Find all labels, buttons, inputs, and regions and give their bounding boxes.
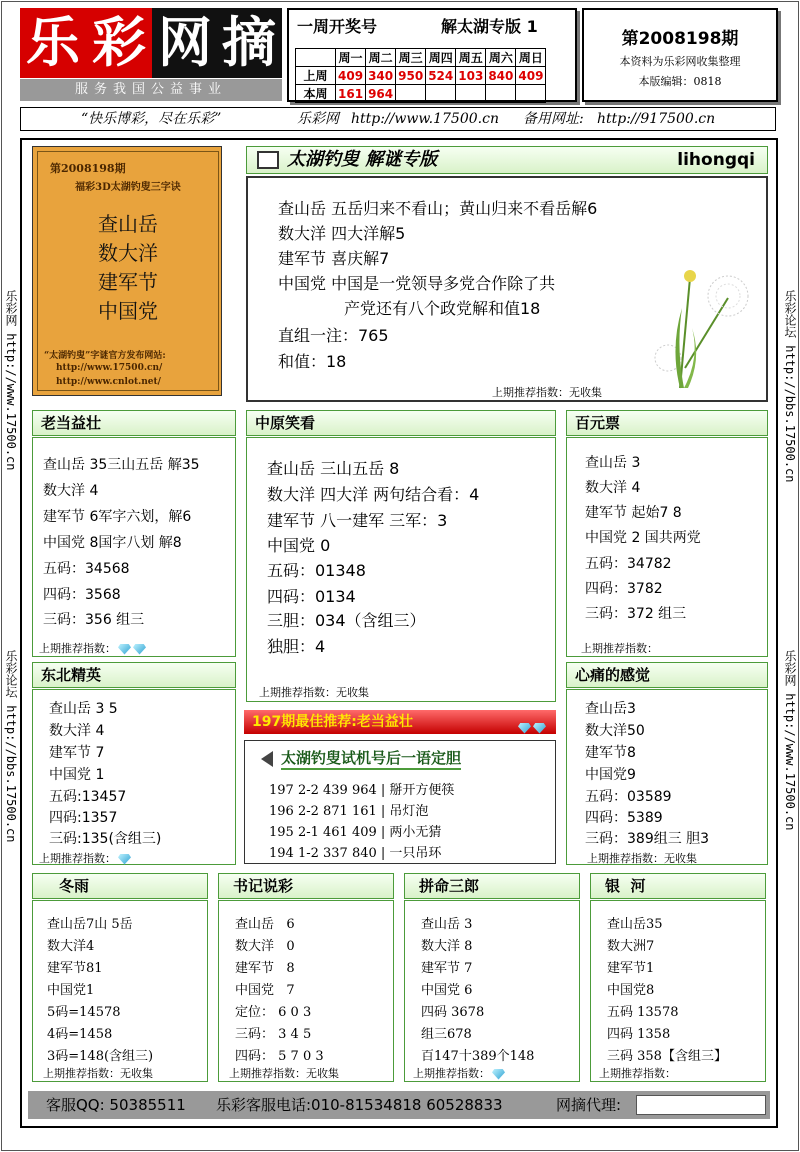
draw-value: 950 bbox=[396, 67, 426, 85]
day-header: 周一 bbox=[336, 49, 366, 67]
list-item: 四码 1358 bbox=[607, 1027, 671, 1042]
list-item: 三码： 3 4 5 bbox=[235, 1027, 312, 1042]
list-item: 数大洋 8 bbox=[421, 939, 473, 954]
list-item: 三码:135(含组三) bbox=[49, 831, 162, 847]
service-phone: 乐彩客服电话:010-81534818 60528833 bbox=[216, 1096, 503, 1114]
main-line: 产党还有八个政党解和值18 bbox=[344, 299, 541, 318]
section-header-laodang: 老当益壮 bbox=[32, 410, 236, 436]
list-item: 中国党 6 bbox=[421, 983, 473, 998]
list-item: 查山岳3 bbox=[585, 701, 636, 717]
poster-note: “太湖钓叟”字谜官方发布网站: bbox=[44, 351, 166, 361]
alt-url-label: 备用网址: bbox=[523, 111, 584, 127]
main-panel-body bbox=[246, 176, 768, 402]
logo-char-3: 网 bbox=[152, 8, 218, 78]
poster-url-1[interactable]: http://www.17500.cn/ bbox=[56, 363, 163, 373]
motto: “快乐博彩，尽在乐彩” bbox=[81, 111, 222, 127]
list-item: 定位： 6 0 3 bbox=[235, 1005, 312, 1020]
best-recommend-text: 197期最佳推荐:老当益壮 bbox=[252, 714, 413, 730]
side-text-left-bottom: 乐彩论坛 http://bbs.17500.cn bbox=[4, 650, 18, 843]
agent-label: 网摘代理: bbox=[556, 1096, 622, 1114]
list-item: 四码：5389 bbox=[585, 810, 663, 826]
section-pinming bbox=[404, 900, 580, 1082]
side-text-right-top: 乐彩论坛 http://bbs.17500.cn bbox=[783, 290, 797, 483]
list-item: 数大洲7 bbox=[607, 939, 655, 954]
diamond-icon bbox=[492, 1069, 505, 1080]
section-header-pinming: 拼命三郎 bbox=[404, 873, 580, 899]
table-row bbox=[296, 85, 546, 103]
list-item: 组三678 bbox=[421, 1027, 472, 1042]
riddle-poster bbox=[32, 146, 222, 396]
day-header: 周二 bbox=[366, 49, 396, 67]
poster-line: 建军节 bbox=[98, 270, 158, 294]
list-item: 中国党9 bbox=[585, 767, 636, 783]
poster-line: 查山岳 bbox=[98, 212, 158, 236]
panel-footer: 上期推荐指数： bbox=[599, 1067, 676, 1080]
diamond-icon bbox=[518, 723, 531, 734]
logo-char-2: 彩 bbox=[86, 8, 152, 78]
draw-value bbox=[426, 85, 456, 103]
row-label: 本周 bbox=[296, 85, 336, 103]
main-line: 查山岳 五岳归来不看山；黄山归来不看岳解6 bbox=[278, 199, 598, 218]
service-qq: 客服QQ: 50385511 bbox=[46, 1096, 186, 1114]
section-laodang bbox=[32, 437, 236, 657]
side-text-left-top: 乐彩网 http://www.17500.cn bbox=[4, 290, 18, 471]
weekly-draw-box bbox=[287, 8, 577, 102]
panel-footer: 上期推荐指数： bbox=[581, 642, 658, 655]
list-item: 查山岳 3 bbox=[585, 455, 641, 471]
list-item: 查山岳 3 5 bbox=[49, 701, 118, 717]
panel-footer: 上期推荐指数： bbox=[39, 850, 131, 866]
list-item: 查山岳 3 bbox=[421, 917, 473, 932]
panel-footer: 上期推荐指数：无收集 bbox=[229, 1067, 339, 1080]
draw-value bbox=[396, 85, 426, 103]
list-item: 查山岳35 bbox=[607, 917, 663, 932]
diamond-icon bbox=[118, 644, 131, 655]
main-line: 建军节 喜庆解7 bbox=[278, 249, 390, 268]
row-label: 上周 bbox=[296, 67, 336, 85]
panel-footer: 上期推荐指数：无收集 bbox=[492, 386, 602, 399]
list-item: 数大洋50 bbox=[585, 723, 645, 739]
draw-value: 409 bbox=[516, 67, 546, 85]
issue-title: 第2008198期 bbox=[621, 29, 739, 49]
list-item: 三码：372 组三 bbox=[585, 606, 687, 622]
draw-table bbox=[295, 48, 546, 103]
main-line: 直组一注：765 bbox=[278, 326, 389, 345]
draw-value: 964 bbox=[366, 85, 396, 103]
day-header: 周三 bbox=[396, 49, 426, 67]
list-item: 查山岳 三山五岳 8 bbox=[267, 459, 400, 478]
list-item: 三码：389组三 胆3 bbox=[585, 831, 710, 847]
table-row: 194 1-2 337 840 | 一只吊环 bbox=[269, 846, 442, 861]
list-item: 五码 13578 bbox=[607, 1005, 679, 1020]
side-text-right-bottom: 乐彩网 http://www.17500.cn bbox=[783, 650, 797, 831]
draw-value bbox=[456, 85, 486, 103]
list-item: 中国党1 bbox=[47, 983, 95, 998]
list-item: 建军节 起始7 8 bbox=[585, 505, 682, 521]
site-url[interactable]: http://www.17500.cn bbox=[351, 111, 499, 127]
day-header: 周五 bbox=[456, 49, 486, 67]
list-item: 五码：34568 bbox=[43, 561, 130, 577]
speaker-icon bbox=[261, 751, 273, 767]
list-item: 三码 358【含组三】 bbox=[607, 1049, 727, 1064]
table-row: 197 2-2 439 964 | 掰开方便筷 bbox=[269, 783, 455, 798]
list-item: 三码：356 组三 bbox=[43, 612, 145, 628]
issue-note: 本资料为乐彩网收集整理 bbox=[619, 55, 741, 68]
main-panel-header bbox=[246, 146, 768, 174]
list-item: 中国党 7 bbox=[235, 983, 295, 998]
panel-footer: 上期推荐指数： bbox=[39, 640, 146, 656]
draw-value: 103 bbox=[456, 67, 486, 85]
table-row: 195 2-1 461 409 | 两小无猜 bbox=[269, 825, 442, 840]
main-line: 中国党 中国是一党领导多党合作除了共 bbox=[278, 274, 556, 293]
list-item: 查山岳7山 5岳 bbox=[47, 917, 133, 932]
list-item: 五码：01348 bbox=[267, 561, 366, 580]
edition-title: 解太湖专版 1 bbox=[441, 17, 538, 36]
list-item: 数大洋 4 bbox=[43, 483, 99, 499]
list-item: 建军节 6军字六划，解6 bbox=[43, 509, 192, 525]
section-zhongyuan bbox=[246, 437, 556, 702]
scroll-icon bbox=[257, 151, 279, 169]
panel-footer: 上期推荐指数： bbox=[413, 1065, 505, 1081]
section-xintong bbox=[566, 689, 768, 865]
main-line: 数大洋 四大洋解5 bbox=[278, 224, 406, 243]
list-item: 建军节 八一建军 三军：3 bbox=[267, 511, 448, 530]
section-header-dongbei: 东北精英 bbox=[32, 662, 236, 688]
list-item: 4码=1458 bbox=[47, 1027, 113, 1042]
logo-char-1: 乐 bbox=[20, 8, 86, 78]
list-item: 中国党 1 bbox=[49, 767, 105, 783]
section-dongbei bbox=[32, 689, 236, 865]
list-item: 数大洋4 bbox=[47, 939, 95, 954]
list-item: 四码:1357 bbox=[49, 810, 118, 826]
draw-value bbox=[486, 85, 516, 103]
list-item: 五码：03589 bbox=[585, 789, 672, 805]
section-header-yinhe: 银 河 bbox=[590, 873, 766, 899]
diamond-icon bbox=[533, 723, 546, 734]
list-item: 建军节 8 bbox=[235, 961, 295, 976]
list-item: 数大洋 四大洋 两句结合看：4 bbox=[267, 485, 480, 504]
poster-line: 中国党 bbox=[98, 299, 158, 323]
poster-issue: 第2008198期 bbox=[50, 162, 126, 175]
draw-value: 524 bbox=[426, 67, 456, 85]
list-item: 四码：3782 bbox=[585, 581, 663, 597]
table-row bbox=[296, 67, 546, 85]
diamond-icon bbox=[118, 854, 131, 865]
draw-value: 340 bbox=[366, 67, 396, 85]
poster-url-2[interactable]: http://www.cnlot.net/ bbox=[56, 377, 161, 387]
trial-panel bbox=[244, 740, 556, 864]
list-item: 四码 3678 bbox=[421, 1005, 485, 1020]
list-item: 中国党 0 bbox=[267, 536, 331, 555]
draw-value: 409 bbox=[336, 67, 366, 85]
url-bar bbox=[20, 107, 776, 131]
list-item: 中国党 2 国共两党 bbox=[585, 530, 701, 546]
list-item: 建军节81 bbox=[47, 961, 103, 976]
day-header: 周六 bbox=[486, 49, 516, 67]
section-header-xintong: 心痛的感觉 bbox=[566, 662, 768, 688]
section-header-dongyu: 冬雨 bbox=[32, 873, 208, 899]
list-item: 查山岳 6 bbox=[235, 917, 295, 932]
weekly-draw-title: 一周开奖号 bbox=[297, 17, 378, 36]
table-row: 196 2-2 871 161 | 吊灯泡 bbox=[269, 804, 429, 819]
list-item: 数大洋 4 bbox=[585, 480, 641, 496]
section-shuji bbox=[218, 900, 394, 1082]
list-item: 五码:13457 bbox=[49, 789, 127, 805]
list-item: 建军节8 bbox=[585, 745, 636, 761]
list-item: 四码：0134 bbox=[267, 587, 356, 606]
list-item: 三胆：034（含组三） bbox=[267, 611, 426, 630]
section-yinhe bbox=[590, 900, 766, 1082]
section-dongyu bbox=[32, 900, 208, 1082]
day-header: 周四 bbox=[426, 49, 456, 67]
section-header-zhongyuan: 中原笑看 bbox=[246, 410, 556, 436]
section-baiyuan bbox=[566, 437, 768, 657]
draw-value: 840 bbox=[486, 67, 516, 85]
list-item: 5码=14578 bbox=[47, 1005, 121, 1020]
alt-url[interactable]: http://917500.cn bbox=[597, 111, 716, 127]
list-item: 四码：3568 bbox=[43, 587, 121, 603]
author: lihongqi bbox=[677, 150, 755, 170]
best-recommend-bar bbox=[244, 710, 556, 734]
list-item: 建军节 7 bbox=[49, 745, 105, 761]
logo-char-4: 摘 bbox=[216, 8, 282, 78]
draw-value bbox=[516, 85, 546, 103]
list-item: 四码： 5 7 0 3 bbox=[235, 1049, 324, 1064]
list-item: 独胆：4 bbox=[267, 637, 326, 656]
poster-subtitle: 福彩3D太湖钓叟三字诀 bbox=[75, 182, 181, 193]
main-panel-title: 太湖钓叟 解谜专版 bbox=[287, 149, 438, 170]
site-name: 乐彩网 bbox=[297, 111, 339, 127]
contact-bar bbox=[28, 1091, 770, 1119]
list-item: 中国党 8国字八划 解8 bbox=[43, 535, 182, 551]
logo bbox=[20, 8, 282, 78]
list-item: 建军节 7 bbox=[421, 961, 473, 976]
section-header-baiyuan: 百元票 bbox=[566, 410, 768, 436]
list-item: 数大洋 0 bbox=[235, 939, 295, 954]
issue-editor: 本版编辑：0818 bbox=[638, 75, 722, 88]
main-line: 和值：18 bbox=[278, 352, 347, 371]
poster-line: 数大洋 bbox=[98, 241, 158, 265]
panel-footer: 上期推荐指数：无收集 bbox=[587, 852, 697, 865]
trial-title: 太湖钓叟试机号后一语定胆 bbox=[281, 747, 461, 770]
issue-box bbox=[582, 8, 778, 102]
list-item: 3码=148(含组三) bbox=[47, 1049, 154, 1064]
list-item: 百147十389个148 bbox=[421, 1049, 535, 1064]
day-header: 周日 bbox=[516, 49, 546, 67]
list-item: 五码：34782 bbox=[585, 556, 672, 572]
agent-field[interactable] bbox=[636, 1095, 766, 1115]
list-item: 中国党8 bbox=[607, 983, 655, 998]
list-item: 数大洋 4 bbox=[49, 723, 105, 739]
slogan: 服务我国公益事业 bbox=[20, 79, 282, 101]
dandelion-image bbox=[640, 238, 760, 400]
panel-footer: 上期推荐指数：无收集 bbox=[259, 686, 369, 699]
draw-value: 161 bbox=[336, 85, 366, 103]
list-item: 建军节1 bbox=[607, 961, 655, 976]
panel-footer: 上期推荐指数：无收集 bbox=[43, 1067, 153, 1080]
diamond-icon bbox=[133, 644, 146, 655]
section-header-shuji: 书记说彩 bbox=[218, 873, 394, 899]
list-item: 查山岳 35三山五岳 解35 bbox=[43, 457, 200, 473]
